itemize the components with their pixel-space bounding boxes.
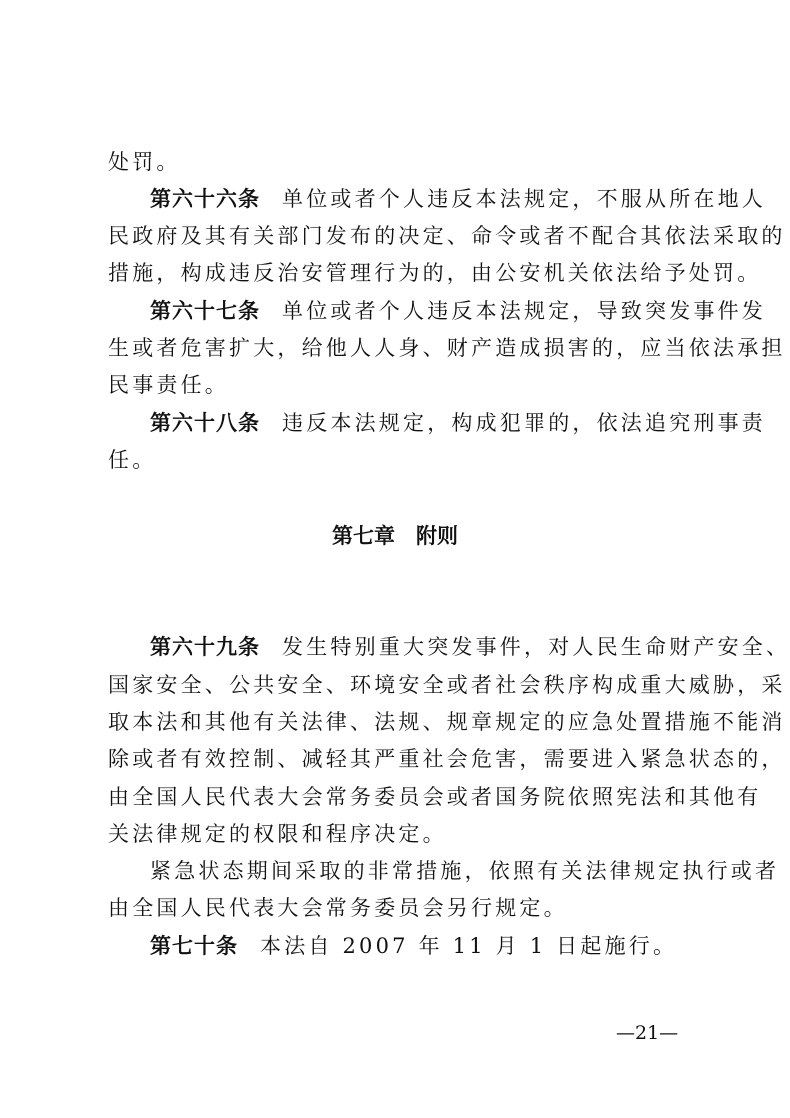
text-line: 取本法和其他有关法律、法规、规章规定的应急处置措施不能消	[108, 710, 786, 734]
article-69	[150, 633, 790, 661]
article-text: 本法自 2007 年 11 月 1 日起施行。	[260, 934, 678, 958]
text-line: 由全国人民代表大会常务委员会另行规定。	[108, 896, 568, 920]
text-line: 民事责任。	[108, 373, 229, 397]
text-line: 任。	[108, 448, 157, 472]
text-line: 由全国人民代表大会常务委员会或者国务院依照宪法和其他有	[108, 785, 762, 809]
article-heading: 第六十七条	[150, 299, 260, 323]
text-line: 处罚。	[108, 150, 181, 174]
text-line: 民政府及其有关部门发布的决定、命令或者不配合其依法采取的	[108, 224, 786, 248]
text-line: 紧急状态期间采取的非常措施，依照有关法律规定执行或者	[150, 859, 780, 883]
text-line: 除或者有效控制、减轻其严重社会危害，需要进入紧急状态的，	[108, 747, 786, 771]
article-67	[150, 297, 766, 325]
article-66	[150, 185, 766, 213]
article-heading: 第六十九条	[150, 635, 260, 659]
text-line: 国家安全、公共安全、环境安全或者社会秩序构成重大威胁，采	[108, 673, 786, 697]
article-heading: 第七十条	[150, 934, 238, 958]
text-line: 措施，构成违反治安管理行为的，由公安机关依法给予处罚。	[108, 261, 762, 285]
article-text: 单位或者个人违反本法规定，不服从所在地人	[282, 187, 766, 211]
article-text: 违反本法规定，构成犯罪的，依法追究刑事责	[282, 411, 766, 435]
article-heading: 第六十八条	[150, 411, 260, 435]
article-text: 发生特别重大突发事件，对人民生命财产安全、	[282, 635, 790, 659]
article-text: 单位或者个人违反本法规定，导致突发事件发	[282, 299, 766, 323]
article-68	[150, 409, 766, 437]
text-line: 关法律规定的权限和程序决定。	[108, 822, 447, 846]
chapter-title: 第七章 附则	[332, 524, 458, 548]
text-line: 生或者危害扩大，给他人人身、财产造成损害的，应当依法承担	[108, 336, 786, 360]
article-heading: 第六十六条	[150, 187, 260, 211]
article-70	[150, 932, 677, 960]
page-number: —21—	[616, 1022, 679, 1044]
